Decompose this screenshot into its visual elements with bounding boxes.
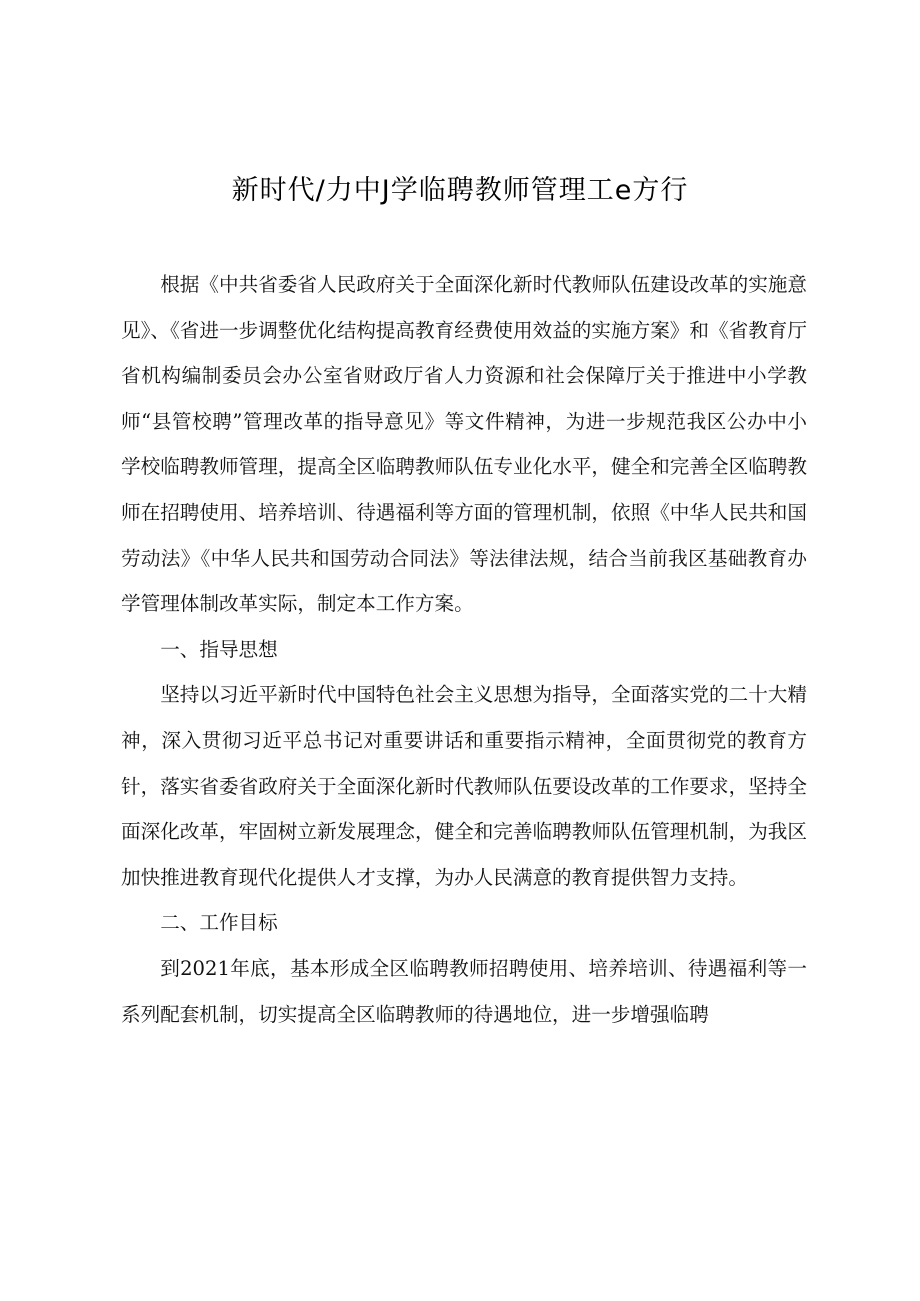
document-body	[121, 262, 807, 1037]
work-goals-paragraph: 到2021年底，基本形成全区临聘教师招聘使用、培养培训、待遇福利等一系列配套机制，切实提高全区临聘教师的待遇地位，进一步增强临聘	[121, 956, 807, 1026]
section-heading-work-goals: 二、工作目标	[160, 911, 278, 935]
section-heading-guiding-ideology: 一、指导思想	[160, 637, 278, 661]
document-title: 新时代/力中J学临聘教师管理工e方行	[231, 175, 689, 206]
intro-paragraph: 根据《中共省委省人民政府关于全面深化新时代教师队伍建设改革的实施意见》、《省进一步调整优化结构提高教育经费使用效益的实施方案》和《省教育厅省机构编制委员会办公室省财政厅省人力资源和社会保障厅关于推进中小学教师“县管校聘”管理改革的指导意见》等文件精神，为进一步规范我区公办中小学校临聘教师管理，提高全区临聘教师队伍专业化水平，健全和完善全区临聘教师在招聘使用、培养培训、待遇福利等方面的管理机制，依照《中华人民共和国劳动法》《中华人民共和国劳动合同法》等法律法规，结合当前我区基础教育办学管理体制改革实际，制定本工作方案。	[121, 273, 807, 616]
guiding-ideology-paragraph: 坚持以习近平新时代中国特色社会主义思想为指导，全面落实党的二十大精神，深入贯彻习近平总书记对重要讲话和重要指示精神，全面贯彻党的教育方针，落实省委省政府关于全面深化新时代教师队伍要设改革的工作要求，坚持全面深化改革，牢固树立新发展理念，健全和完善临聘教师队伍管理机制，为我区加快推进教育现代化提供人才支撑，为办人民满意的教育提供智力支持。	[121, 683, 807, 889]
